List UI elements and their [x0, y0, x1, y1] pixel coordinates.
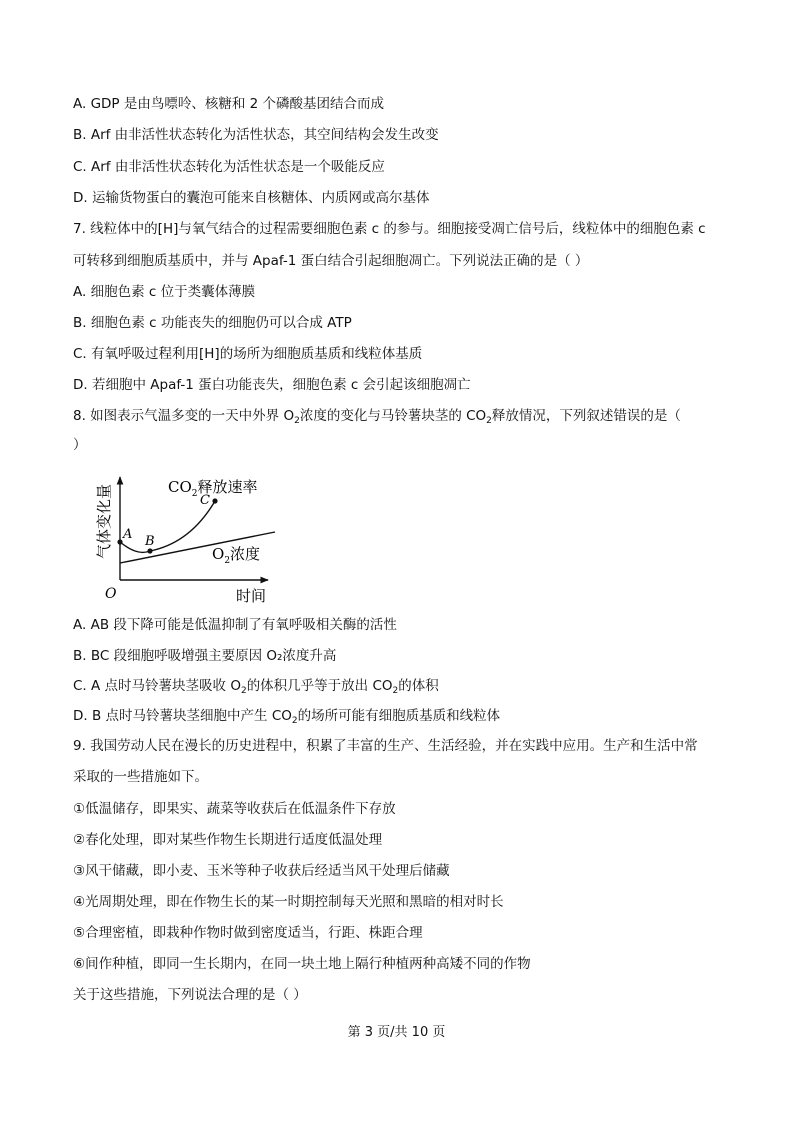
q9-stem-line1: 9. 我国劳动人民在漫长的历史进程中，积累了丰富的生产、生活经验，并在实践中应用。生产和生活中常	[73, 738, 698, 754]
q8-stem-part2: 浓度的变化与马铃薯块茎的 CO	[299, 408, 487, 424]
q6-option-d: D. 运输货物蛋白的囊泡可能来自核糖体、内质网或高尔基体	[73, 190, 430, 206]
q8-option-a: A. AB 段下降可能是低温抑制了有氧呼吸相关酶的活性	[73, 617, 397, 633]
q8c-sub2: 2	[392, 686, 399, 696]
y-axis-label: 气体变化量	[95, 483, 113, 559]
point-c-dot	[212, 498, 217, 503]
q6-option-c: C. Arf 由非活性状态转化为活性状态是一个吸能反应	[73, 159, 385, 175]
q7-stem-line2: 可转移到细胞质基质中，并与 Apaf-1 蛋白结合引起细胞凋亡。下列说法正确的是（ ）	[73, 253, 589, 269]
q6-option-a: A. GDP 是由鸟嘌呤、核糖和 2 个磷酸基团结合而成	[73, 96, 385, 112]
point-b-label: B	[145, 534, 155, 549]
co2-label-text: CO	[168, 478, 192, 496]
co2-curve-label	[168, 478, 258, 499]
point-a-dot	[117, 539, 122, 544]
q6-option-b: B. Arf 由非活性状态转化为活性状态，其空间结构会发生改变	[73, 127, 439, 143]
q7-option-c: C. 有氧呼吸过程利用[H]的场所为细胞质基质和线粒体基质	[73, 346, 423, 362]
q8-stem-part1: 8. 如图表示气温多变的一天中外界 O	[73, 408, 295, 424]
q7-option-d: D. 若细胞中 Apaf-1 蛋白功能丧失，细胞色素 c 会引起该细胞凋亡	[73, 377, 471, 393]
o2-line-label	[212, 545, 260, 566]
point-a-label: A	[123, 527, 133, 542]
q8-stem-sub2: 2	[486, 416, 492, 426]
q9-stem-line2: 采取的一些措施如下。	[73, 769, 208, 785]
page-footer: 第 3 页/共 10 页	[347, 1025, 446, 1040]
q9-item-1: ①低温储存，即果实、蔬菜等收获后在低温条件下存放	[73, 801, 396, 817]
origin-label: O	[105, 586, 117, 602]
q8-stem-part3: 释放情况，下列叙述错误的是（	[491, 408, 681, 424]
q7-option-a: A. 细胞色素 c 位于类囊体薄膜	[73, 284, 256, 300]
o2-label-rest: 浓度	[230, 545, 261, 563]
x-axis-label: 时间	[236, 587, 267, 605]
q9-stem-line3: 关于这些措施，下列说法合理的是（ ）	[73, 987, 307, 1003]
o2-label-sub: 2	[224, 556, 231, 566]
q8c-part3: 的体积	[398, 678, 439, 694]
q8-gas-change-graph	[90, 465, 290, 605]
co2-release-curve	[120, 501, 215, 552]
q8d-sub1: 2	[291, 716, 298, 726]
q8c-sub1: 2	[240, 686, 247, 696]
q7-option-b: B. 细胞色素 c 功能丧失的细胞仍可以合成 ATP	[73, 315, 352, 331]
co2-label-rest: 释放速率	[197, 478, 258, 496]
q8-stem-line2: ）	[73, 437, 87, 453]
q7-stem-line1: 7. 线粒体中的[H]与氧气结合的过程需要细胞色素 c 的参与。细胞接受凋亡信号后，线粒体中的细胞色素 c	[73, 221, 706, 237]
q9-item-3: ③风干储藏，即小麦、玉米等种子收获后经适当风干处理后储藏	[73, 863, 450, 879]
co2-label-sub: 2	[191, 489, 198, 499]
q8-stem-line1	[73, 407, 725, 430]
point-b-dot	[147, 548, 152, 553]
q9-item-6: ⑥间作种植，即同一生长期内，在同一块土地上隔行种植两种高矮不同的作物	[73, 956, 531, 972]
q8-option-c	[73, 677, 725, 700]
q8-stem-sub1: 2	[294, 416, 300, 426]
q9-item-5: ⑤合理密植，即栽种作物时做到密度适当，行距、株距合理	[73, 925, 423, 941]
q9-item-2: ②春化处理，即对某些作物生长期进行适度低温处理	[73, 832, 383, 848]
q8c-part1: C. A 点时马铃薯块茎吸收 O	[73, 678, 241, 694]
o2-label-text: O	[212, 545, 225, 563]
q9-item-4: ④光周期处理，即在作物生长的某一时期控制每天光照和黑暗的相对时长	[73, 894, 504, 910]
point-c-label: C	[200, 493, 210, 508]
q8d-part2: 的场所可能有细胞质基质和线粒体	[297, 708, 501, 724]
q8-option-b: B. BC 段细胞呼吸增强主要原因 O₂浓度升高	[73, 648, 337, 664]
q8c-part2: 的体积几乎等于放出 CO	[246, 678, 393, 694]
q8-option-d	[73, 707, 725, 730]
q8d-part1: D. B 点时马铃薯块茎细胞中产生 CO	[73, 708, 292, 724]
